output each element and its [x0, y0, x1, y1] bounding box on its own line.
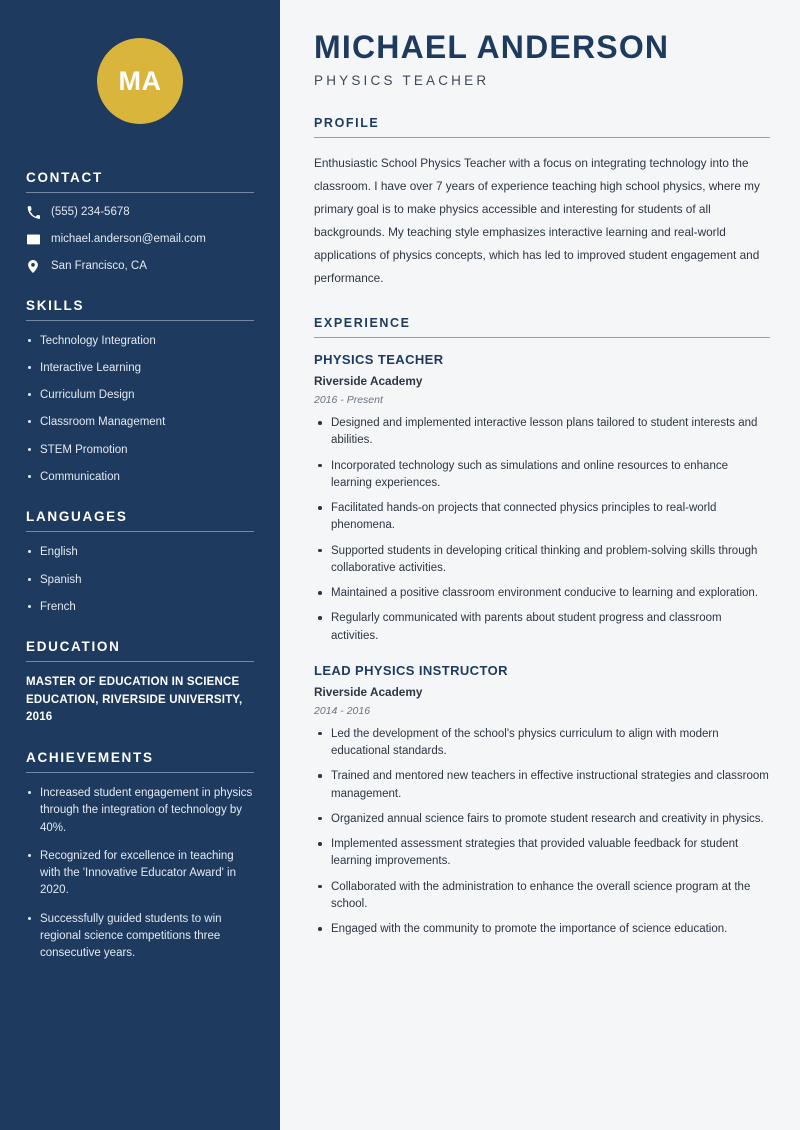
experience-dates: 2016 - Present	[314, 394, 383, 407]
list-item: Facilitated hands-on projects that connected physics principles to real-world phenomena.	[314, 500, 770, 535]
list-item: Classroom Management	[26, 414, 254, 431]
skills-list	[26, 333, 254, 486]
list-item: Successfully guided students to win regional science competitions three consecutive years.	[26, 911, 254, 963]
list-item: Regularly communicated with parents about student progress and classroom activities.	[314, 610, 770, 645]
sidebar	[0, 0, 280, 1130]
contact-email-value: michael.anderson@email.com	[51, 232, 206, 245]
profile-divider	[314, 137, 770, 138]
education-section	[26, 639, 254, 726]
experience-company: Riverside Academy	[314, 374, 423, 389]
experience-company: Riverside Academy	[314, 684, 423, 699]
list-item: Recognized for excellence in teaching with the 'Innovative Educator Award' in 2020.	[26, 848, 254, 900]
job-title-subtitle: PHYSICS TEACHER	[314, 73, 490, 89]
profile-heading: PROFILE	[314, 116, 380, 131]
list-item: French	[26, 599, 254, 616]
achievements-divider	[26, 772, 254, 773]
profile-text: Enthusiastic School Physics Teacher with a focus on integrating technology into the classroom. I have over 7 years of experience teaching high school physics, where my primary goal is to make physics accessible and interesting for students of all backgrounds. My teaching style emphasizes interactive learning and real-world applications of physics concepts, which has led to improved student engagement and performance.	[314, 156, 760, 286]
skills-divider	[26, 320, 254, 321]
contact-item-phone[interactable]	[26, 205, 254, 220]
achievements-heading: ACHIEVEMENTS	[26, 750, 154, 766]
experience-heading: EXPERIENCE	[314, 316, 411, 331]
education-heading: EDUCATION	[26, 639, 121, 655]
list-item: Supported students in developing critical thinking and problem-solving skills through collaborative activities.	[314, 543, 770, 578]
languages-section	[26, 509, 254, 615]
experience-role: LEAD PHYSICS INSTRUCTOR	[314, 662, 508, 678]
profile-section	[314, 116, 770, 290]
experience-divider	[314, 337, 770, 338]
experience-bullet-list	[314, 415, 770, 645]
contact-heading: CONTACT	[26, 170, 103, 185]
page-title: MICHAEL ANDERSON	[314, 29, 670, 65]
experience-entry	[314, 663, 770, 939]
languages-divider	[26, 531, 254, 532]
education-entry: MASTER OF EDUCATION IN SCIENCE EDUCATION, RIVERSIDE UNIVERSITY, 2016	[26, 676, 243, 723]
contact-item-email[interactable]	[26, 232, 254, 247]
contact-phone-value: (555) 234-5678	[51, 206, 130, 218]
avatar-container	[26, 0, 254, 170]
list-item: Technology Integration	[26, 333, 254, 350]
languages-list	[26, 544, 254, 615]
experience-role: PHYSICS TEACHER	[314, 352, 444, 368]
achievements-section	[26, 750, 254, 962]
list-item: English	[26, 544, 254, 561]
education-divider	[26, 661, 254, 662]
list-item: Communication	[26, 469, 254, 486]
contact-section	[26, 170, 254, 274]
experience-entry	[314, 352, 770, 645]
list-item: Led the development of the school's physics curriculum to align with modern educational standards.	[314, 726, 770, 761]
experience-bullet-list	[314, 726, 770, 939]
contact-location-value: San Francisco, CA	[51, 259, 147, 272]
skills-section	[26, 298, 254, 486]
list-item: Trained and mentored new teachers in effective instructional strategies and classroom management.	[314, 768, 770, 803]
contact-divider	[26, 192, 254, 193]
list-item: Curriculum Design	[26, 387, 254, 404]
achievements-list	[26, 785, 254, 962]
list-item: Spanish	[26, 572, 254, 589]
list-item: STEM Promotion	[26, 442, 254, 459]
envelope-icon	[26, 232, 40, 246]
list-item: Organized annual science fairs to promote student research and creativity in physics.	[314, 811, 770, 828]
contact-item-location[interactable]	[26, 259, 254, 274]
avatar: MA	[97, 38, 183, 124]
experience-section	[314, 316, 770, 938]
list-item: Maintained a positive classroom environment conducive to learning and exploration.	[314, 585, 770, 602]
list-item: Collaborated with the administration to enhance the overall science program at the school.	[314, 879, 770, 914]
list-item: Interactive Learning	[26, 360, 254, 377]
languages-heading: LANGUAGES	[26, 509, 128, 525]
list-item: Increased student engagement in physics through the integration of technology by 40%.	[26, 785, 254, 837]
location-pin-icon	[26, 259, 40, 273]
list-item: Engaged with the community to promote the importance of science education.	[314, 921, 770, 938]
list-item: Incorporated technology such as simulations and online resources to enhance learning experiences.	[314, 458, 770, 493]
phone-icon	[26, 205, 40, 219]
list-item: Implemented assessment strategies that provided valuable feedback for student learning improvements.	[314, 836, 770, 871]
experience-dates: 2014 - 2016	[314, 704, 371, 717]
skills-heading: SKILLS	[26, 297, 85, 313]
list-item: Designed and implemented interactive lesson plans tailored to student interests and abilities.	[314, 415, 770, 450]
main-content	[286, 0, 800, 1130]
